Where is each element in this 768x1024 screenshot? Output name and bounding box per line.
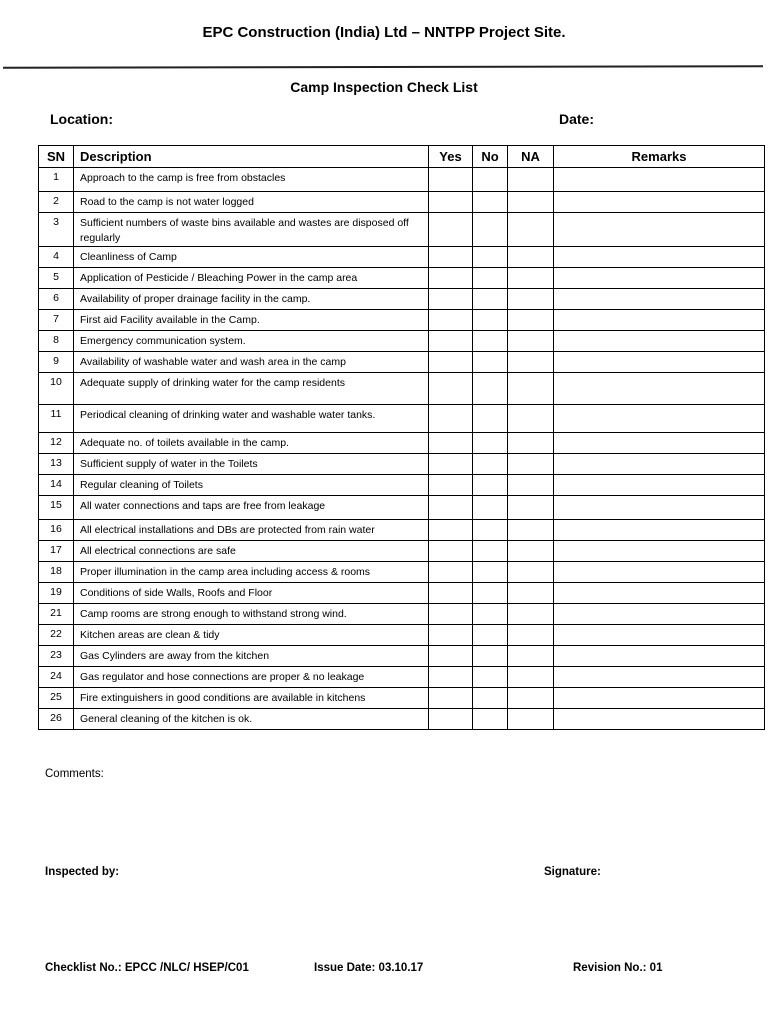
row-description: Periodical cleaning of drinking water and washable water tanks.	[74, 405, 429, 433]
row-description: Cleanliness of Camp	[74, 247, 429, 268]
row-sn: 13	[39, 454, 74, 475]
row-na-cell[interactable]	[508, 688, 554, 709]
row-no-cell[interactable]	[473, 373, 508, 405]
row-description: Availability of proper drainage facility in the camp.	[74, 289, 429, 310]
table-row	[39, 541, 765, 562]
row-na-cell[interactable]	[508, 268, 554, 289]
location-label: Location:	[50, 111, 113, 127]
row-na-cell[interactable]	[508, 310, 554, 331]
row-no-cell[interactable]	[473, 541, 508, 562]
row-no-cell[interactable]	[473, 247, 508, 268]
row-na-cell[interactable]	[508, 604, 554, 625]
table-row	[39, 496, 765, 520]
row-yes-cell[interactable]	[429, 331, 473, 352]
row-sn: 9	[39, 352, 74, 373]
row-description: Proper illumination in the camp area including access & rooms	[74, 562, 429, 583]
row-description: Emergency communication system.	[74, 331, 429, 352]
table-row	[39, 192, 765, 213]
row-yes-cell[interactable]	[429, 405, 473, 433]
row-remarks-cell[interactable]	[554, 331, 765, 352]
row-remarks-cell[interactable]	[554, 646, 765, 667]
date-label: Date:	[559, 111, 595, 127]
row-sn: 2	[39, 192, 74, 213]
table-row	[39, 373, 765, 405]
comments-label: Comments:	[45, 768, 104, 780]
row-sn: 6	[39, 289, 74, 310]
row-sn: 26	[39, 709, 74, 730]
column-header-no: No	[473, 146, 508, 168]
row-yes-cell[interactable]	[429, 496, 473, 520]
row-description: Sufficient numbers of waste bins available and wastes are disposed off regularly	[74, 213, 429, 247]
row-remarks-cell[interactable]	[554, 168, 765, 192]
row-yes-cell[interactable]	[429, 541, 473, 562]
column-header-yes: Yes	[429, 146, 473, 168]
row-remarks-cell[interactable]	[554, 213, 765, 247]
row-remarks-cell[interactable]	[554, 268, 765, 289]
row-remarks-cell[interactable]	[554, 289, 765, 310]
row-sn: 5	[39, 268, 74, 289]
row-na-cell[interactable]	[508, 646, 554, 667]
row-sn: 8	[39, 331, 74, 352]
row-no-cell[interactable]	[473, 520, 508, 541]
table-row	[39, 168, 765, 192]
row-yes-cell[interactable]	[429, 289, 473, 310]
row-description: Road to the camp is not water logged	[74, 192, 429, 213]
row-description: Adequate supply of drinking water for the camp residents	[74, 373, 429, 405]
row-na-cell[interactable]	[508, 352, 554, 373]
row-sn: 10	[39, 373, 74, 405]
row-sn: 24	[39, 667, 74, 688]
row-sn: 3	[39, 213, 74, 247]
header-divider	[3, 65, 763, 69]
table-row	[39, 475, 765, 496]
row-sn: 1	[39, 168, 74, 192]
row-yes-cell[interactable]	[429, 604, 473, 625]
row-sn: 7	[39, 310, 74, 331]
table-row	[39, 646, 765, 667]
checklist-number: Checklist No.: EPCC /NLC/ HSEP/C01	[45, 962, 249, 974]
row-na-cell[interactable]	[508, 168, 554, 192]
row-na-cell[interactable]	[508, 520, 554, 541]
column-header-na: NA	[508, 146, 554, 168]
document-title: Camp Inspection Check List	[290, 79, 478, 95]
row-yes-cell[interactable]	[429, 454, 473, 475]
row-no-cell[interactable]	[473, 192, 508, 213]
row-description: All electrical connections are safe	[74, 541, 429, 562]
row-description: General cleaning of the kitchen is ok.	[74, 709, 429, 730]
table-row	[39, 520, 765, 541]
row-remarks-cell[interactable]	[554, 562, 765, 583]
row-no-cell[interactable]	[473, 496, 508, 520]
row-remarks-cell[interactable]	[554, 688, 765, 709]
row-remarks-cell[interactable]	[554, 433, 765, 454]
row-sn: 4	[39, 247, 74, 268]
row-no-cell[interactable]	[473, 352, 508, 373]
row-sn: 15	[39, 496, 74, 520]
row-description: Regular cleaning of Toilets	[74, 475, 429, 496]
row-remarks-cell[interactable]	[554, 454, 765, 475]
row-description: All electrical installations and DBs are protected from rain water	[74, 520, 429, 541]
row-na-cell[interactable]	[508, 192, 554, 213]
row-na-cell[interactable]	[508, 583, 554, 604]
row-description: First aid Facility available in the Camp.	[74, 310, 429, 331]
row-yes-cell[interactable]	[429, 562, 473, 583]
column-header-remarks: Remarks	[554, 146, 765, 168]
row-description: Gas regulator and hose connections are proper & no leakage	[74, 667, 429, 688]
row-sn: 19	[39, 583, 74, 604]
company-title: EPC Construction (India) Ltd – NNTPP Project Site.	[202, 24, 566, 41]
row-description: Sufficient supply of water in the Toilets	[74, 454, 429, 475]
row-no-cell[interactable]	[473, 475, 508, 496]
row-description: Fire extinguishers in good conditions are available in kitchens	[74, 688, 429, 709]
table-row	[39, 454, 765, 475]
row-description: Adequate no. of toilets available in the camp.	[74, 433, 429, 454]
revision-number: Revision No.: 01	[573, 962, 663, 974]
row-description: All water connections and taps are free from leakage	[74, 496, 429, 520]
row-description: Kitchen areas are clean & tidy	[74, 625, 429, 646]
row-no-cell[interactable]	[473, 331, 508, 352]
row-no-cell[interactable]	[473, 604, 508, 625]
inspected-by-label: Inspected by:	[45, 866, 120, 878]
row-na-cell[interactable]	[508, 709, 554, 730]
row-no-cell[interactable]	[473, 433, 508, 454]
row-no-cell[interactable]	[473, 667, 508, 688]
signature-label: Signature:	[544, 866, 601, 878]
table-row	[39, 604, 765, 625]
row-description: Gas Cylinders are away from the kitchen	[74, 646, 429, 667]
row-yes-cell[interactable]	[429, 646, 473, 667]
table-row	[39, 583, 765, 604]
column-header-description: Description	[74, 146, 429, 168]
issue-date: Issue Date: 03.10.17	[314, 962, 424, 974]
table-row	[39, 405, 765, 433]
row-yes-cell[interactable]	[429, 352, 473, 373]
row-yes-cell[interactable]	[429, 433, 473, 454]
row-no-cell[interactable]	[473, 310, 508, 331]
row-remarks-cell[interactable]	[554, 541, 765, 562]
row-yes-cell[interactable]	[429, 268, 473, 289]
row-yes-cell[interactable]	[429, 475, 473, 496]
row-remarks-cell[interactable]	[554, 625, 765, 646]
table-row	[39, 289, 765, 310]
row-na-cell[interactable]	[508, 405, 554, 433]
row-remarks-cell[interactable]	[554, 496, 765, 520]
row-remarks-cell[interactable]	[554, 405, 765, 433]
table-row	[39, 213, 765, 247]
row-yes-cell[interactable]	[429, 373, 473, 405]
table-row	[39, 352, 765, 373]
row-remarks-cell[interactable]	[554, 520, 765, 541]
row-remarks-cell[interactable]	[554, 373, 765, 405]
row-remarks-cell[interactable]	[554, 583, 765, 604]
row-sn: 12	[39, 433, 74, 454]
table-row	[39, 247, 765, 268]
row-no-cell[interactable]	[473, 709, 508, 730]
row-yes-cell[interactable]	[429, 625, 473, 646]
row-no-cell[interactable]	[473, 562, 508, 583]
row-remarks-cell[interactable]	[554, 352, 765, 373]
table-row	[39, 688, 765, 709]
row-no-cell[interactable]	[473, 625, 508, 646]
row-no-cell[interactable]	[473, 168, 508, 192]
row-na-cell[interactable]	[508, 373, 554, 405]
row-na-cell[interactable]	[508, 331, 554, 352]
row-remarks-cell[interactable]	[554, 475, 765, 496]
row-yes-cell[interactable]	[429, 709, 473, 730]
row-remarks-cell[interactable]	[554, 709, 765, 730]
row-remarks-cell[interactable]	[554, 247, 765, 268]
row-no-cell[interactable]	[473, 405, 508, 433]
row-yes-cell[interactable]	[429, 168, 473, 192]
row-yes-cell[interactable]	[429, 667, 473, 688]
row-no-cell[interactable]	[473, 583, 508, 604]
table-row	[39, 433, 765, 454]
row-remarks-cell[interactable]	[554, 604, 765, 625]
row-na-cell[interactable]	[508, 562, 554, 583]
table-row	[39, 310, 765, 331]
row-no-cell[interactable]	[473, 268, 508, 289]
row-na-cell[interactable]	[508, 433, 554, 454]
column-header-sn: SN	[39, 146, 74, 168]
row-sn: 11	[39, 405, 74, 433]
row-no-cell[interactable]	[473, 289, 508, 310]
table-row	[39, 562, 765, 583]
row-sn: 23	[39, 646, 74, 667]
row-description: Conditions of side Walls, Roofs and Floor	[74, 583, 429, 604]
row-remarks-cell[interactable]	[554, 192, 765, 213]
row-no-cell[interactable]	[473, 454, 508, 475]
row-yes-cell[interactable]	[429, 213, 473, 247]
checklist-table	[38, 145, 765, 730]
row-no-cell[interactable]	[473, 646, 508, 667]
table-row	[39, 625, 765, 646]
row-sn: 14	[39, 475, 74, 496]
row-yes-cell[interactable]	[429, 192, 473, 213]
row-description: Application of Pesticide / Bleaching Power in the camp area	[74, 268, 429, 289]
row-yes-cell[interactable]	[429, 247, 473, 268]
row-sn: 21	[39, 604, 74, 625]
row-description: Availability of washable water and wash area in the camp	[74, 352, 429, 373]
row-description: Camp rooms are strong enough to withstand strong wind.	[74, 604, 429, 625]
row-no-cell[interactable]	[473, 688, 508, 709]
row-yes-cell[interactable]	[429, 688, 473, 709]
row-na-cell[interactable]	[508, 247, 554, 268]
row-remarks-cell[interactable]	[554, 667, 765, 688]
table-row	[39, 331, 765, 352]
row-yes-cell[interactable]	[429, 583, 473, 604]
row-yes-cell[interactable]	[429, 310, 473, 331]
row-na-cell[interactable]	[508, 289, 554, 310]
row-no-cell[interactable]	[473, 213, 508, 247]
row-sn: 16	[39, 520, 74, 541]
table-header-row	[39, 146, 765, 168]
table-row	[39, 667, 765, 688]
table-row	[39, 709, 765, 730]
row-sn: 17	[39, 541, 74, 562]
row-na-cell[interactable]	[508, 541, 554, 562]
row-na-cell[interactable]	[508, 475, 554, 496]
table-row	[39, 268, 765, 289]
row-na-cell[interactable]	[508, 496, 554, 520]
row-na-cell[interactable]	[508, 625, 554, 646]
row-yes-cell[interactable]	[429, 520, 473, 541]
row-remarks-cell[interactable]	[554, 310, 765, 331]
row-description: Approach to the camp is free from obstacles	[74, 168, 429, 192]
row-na-cell[interactable]	[508, 213, 554, 247]
row-sn: 18	[39, 562, 74, 583]
row-na-cell[interactable]	[508, 454, 554, 475]
row-sn: 25	[39, 688, 74, 709]
row-na-cell[interactable]	[508, 667, 554, 688]
row-sn: 22	[39, 625, 74, 646]
